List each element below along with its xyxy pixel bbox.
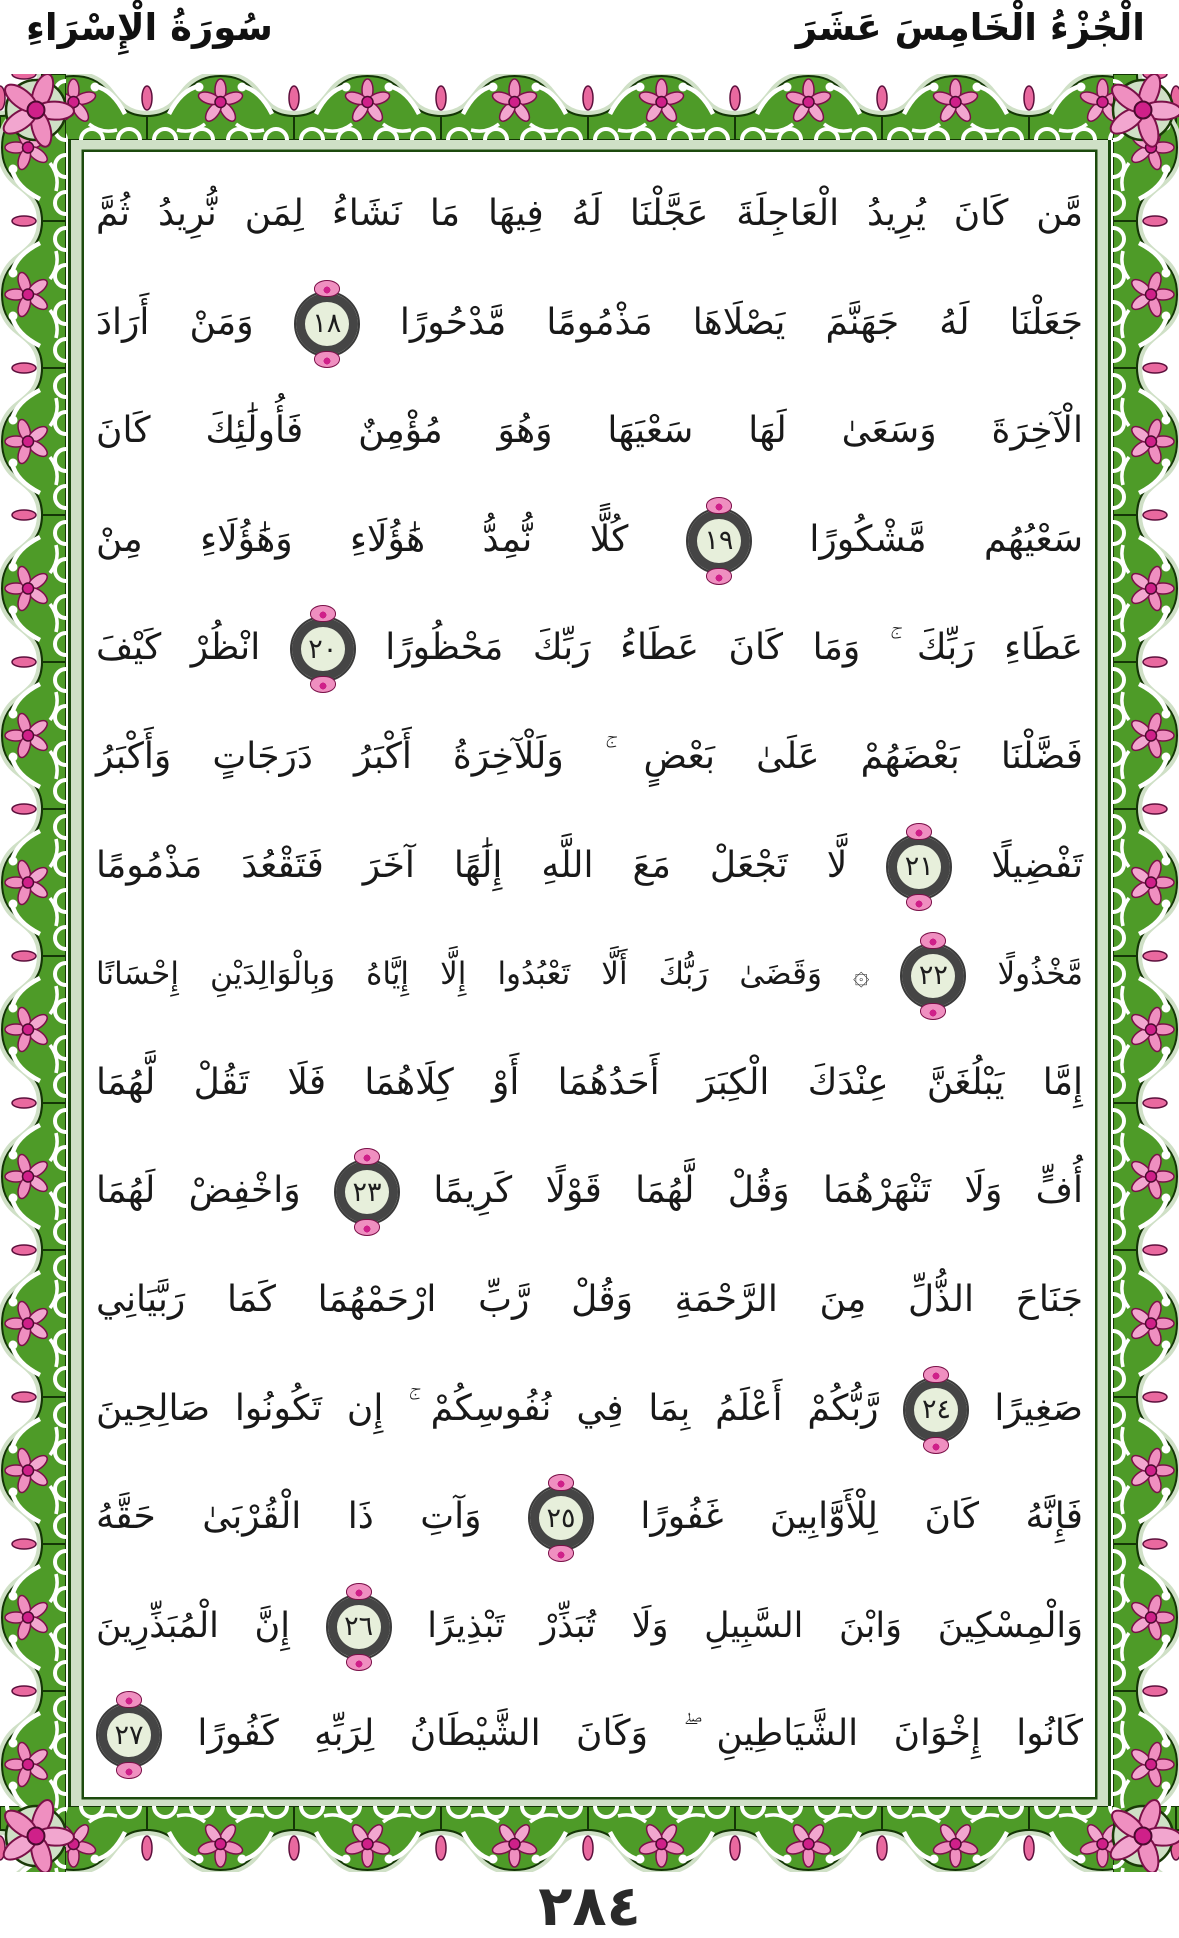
verse-end-marker: ٢٣ [334, 1159, 400, 1225]
quran-line [96, 377, 1083, 486]
ayah-text: تَفْضِيلًا [991, 844, 1083, 886]
surah-header-label: سُورَةُ الْإِسْرَاءِ [26, 6, 273, 49]
verse-end-marker: ١٩ [686, 508, 752, 574]
verse-end-marker: ٢٤ [903, 1377, 969, 1443]
verse-end-marker: ١٨ [294, 291, 360, 357]
quran-line [96, 1246, 1083, 1355]
ayah-text: مَّخْذُولًا [997, 956, 1084, 993]
frame-bottom-border [0, 1806, 1179, 1872]
corner-flower-top-right [1106, 74, 1179, 149]
ayah-text: انْظُرْ كَيْفَ [96, 627, 261, 669]
verse-end-marker: ٢٥ [528, 1485, 594, 1551]
ayah-text: جَنَاحَ الذُّلِّ مِنَ الرَّحْمَةِ وَقُلْ رَّبِّ ارْحَمْهُمَا كَمَا رَبَّيَانِي [96, 1278, 1083, 1320]
ayah-text: سَعْيُهُم مَّشْكُورًا [809, 518, 1083, 560]
ayah-text: إِنَّ الْمُبَذِّرِينَ [96, 1605, 290, 1646]
ayah-text: فَضَّلْنَا بَعْضَهُمْ عَلَىٰ بَعْضٍ ۚ وَلَلْآخِرَةُ أَكْبَرُ دَرَجَاتٍ وَأَكْبَرُ [96, 735, 1083, 777]
corner-flower-top-left [0, 74, 74, 149]
frame-top-border [0, 74, 1179, 140]
corner-flower-bottom-right [1106, 1797, 1179, 1872]
ayah-text: فَإِنَّهُ كَانَ لِلْأَوَّابِينَ غَفُورًا [640, 1496, 1083, 1538]
quran-line [96, 486, 1083, 595]
ayah-text: رَّبُّكُمْ أَعْلَمُ بِمَا فِي نُفُوسِكُمْ ۚ إِن تَكُونُوا صَالِحِينَ [96, 1387, 879, 1429]
ayah-text: جَعَلْنَا لَهُ جَهَنَّمَ يَصْلَاهَا مَذْمُومًا مَّدْحُورًا [399, 301, 1084, 343]
quran-line [96, 594, 1083, 703]
ayah-text: وَقَضَىٰ رَبُّكَ أَلَّا تَعْبُدُوا إِلَّا إِيَّاهُ وَبِالْوَالِدَيْنِ إِحْسَانًا [96, 956, 822, 993]
juz-header-label: الْجُزْءُ الْخَامِسَ عَشَرَ [795, 6, 1145, 49]
corner-flower-bottom-left [0, 1797, 74, 1872]
ayah-text: صَغِيرًا [994, 1387, 1083, 1429]
ayah-text: لَّا تَجْعَلْ مَعَ اللَّهِ إِلَٰهًا آخَرَ فَتَقْعُدَ مَذْمُومًا [96, 844, 848, 886]
quran-line [96, 703, 1083, 812]
quran-line [96, 1680, 1083, 1789]
ayah-text: وَالْمِسْكِينَ وَابْنَ السَّبِيلِ وَلَا تُبَذِّرْ تَبْذِيرًا [427, 1605, 1083, 1646]
frame-left-border [0, 74, 66, 1872]
ayah-text: كَانُوا إِخْوَانَ الشَّيَاطِينِ ۖ وَكَانَ الشَّيْطَانُ لِرَبِّهِ كَفُورًا [197, 1713, 1083, 1755]
quran-line [96, 1137, 1083, 1246]
ayah-text: وَآتِ ذَا الْقُرْبَىٰ حَقَّهُ [96, 1496, 482, 1538]
ayah-text: وَاخْفِضْ لَهُمَا [96, 1170, 301, 1212]
ayah-text: إِمَّا يَبْلُغَنَّ عِنْدَكَ الْكِبَرَ أَحَدُهُمَا أَوْ كِلَاهُمَا فَلَا تَقُلْ لَّهُمَا [96, 1061, 1083, 1103]
quran-line [96, 1029, 1083, 1138]
verse-end-marker: ٢٦ [326, 1594, 392, 1660]
verse-end-marker: ٢٢ [900, 943, 966, 1009]
ayah-text: وَمَنْ أَرَادَ [96, 301, 254, 343]
verse-end-marker: ٢٠ [290, 616, 356, 682]
quran-line [96, 1572, 1083, 1681]
page-number: ٢٨٤ [538, 1874, 641, 1938]
ayah-text: الْآخِرَةَ وَسَعَىٰ لَهَا سَعْيَهَا وَهُوَ مُؤْمِنٌ فَأُولَٰئِكَ كَانَ [96, 410, 1083, 452]
quran-text-area [96, 160, 1083, 1790]
ayah-text: عَطَاءِ رَبِّكَ ۚ وَمَا كَانَ عَطَاءُ رَبِّكَ مَحْظُورًا [385, 627, 1084, 669]
quran-line [96, 812, 1083, 921]
ayah-text: أُفٍّ وَلَا تَنْهَرْهُمَا وَقُلْ لَّهُمَا قَوْلًا كَرِيمًا [433, 1170, 1084, 1212]
verse-end-marker: ٢١ [886, 834, 952, 900]
quran-line [96, 1355, 1083, 1464]
ayah-text: مَّن كَانَ يُرِيدُ الْعَاجِلَةَ عَجَّلْنَا لَهُ فِيهَا مَا نَشَاءُ لِمَن نُّرِيدُ ثُمَّ [96, 193, 1083, 234]
frame-right-border [1113, 74, 1179, 1872]
quran-line [96, 1463, 1083, 1572]
ayah-text: كُلًّا نُّمِدُّ هَٰؤُلَاءِ وَهَٰؤُلَاءِ مِنْ [96, 518, 629, 560]
rub-el-hizb-ornament: ۞ [853, 958, 870, 992]
quran-line [96, 269, 1083, 378]
verse-end-marker: ٢٧ [96, 1702, 162, 1768]
quran-line [96, 160, 1083, 269]
quran-line [96, 920, 1083, 1029]
